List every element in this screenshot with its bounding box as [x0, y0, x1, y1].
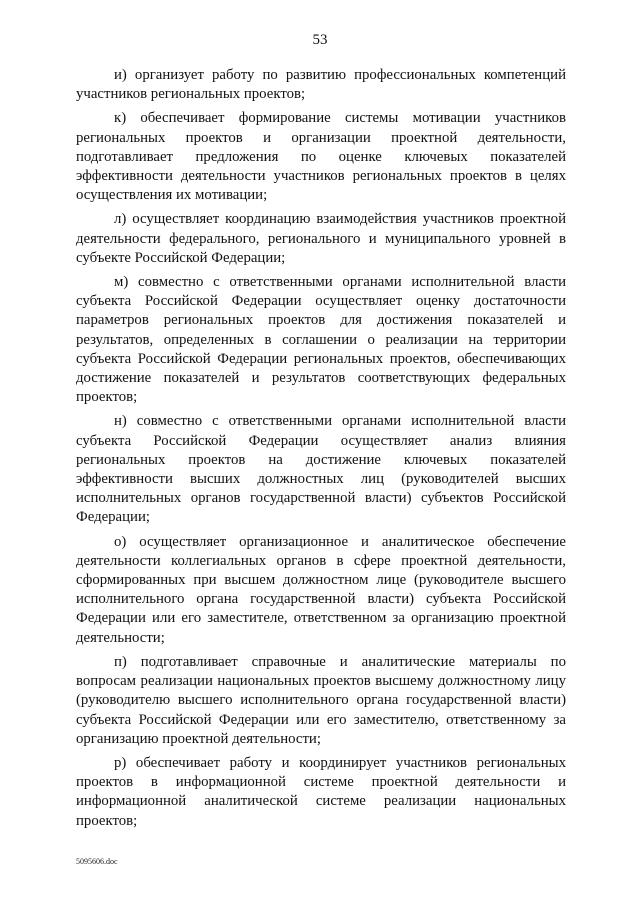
- paragraph-l: л) осуществляет координацию взаимодействия участников проектной деятельности федерального, регионального и муниципального уровней в субъекте Российской Федерации;: [76, 211, 566, 266]
- paragraph-i: и) организует работу по развитию профессиональных компетенций участников региональных проектов;: [76, 67, 566, 103]
- paragraph-r: р) обеспечивает работу и координирует участников региональных проектов в информационной системе проектной деятельности и информационной аналитической системе реализации национальных проектов;: [76, 754, 566, 829]
- file-name-footer: 5095606.doc: [76, 857, 118, 866]
- paragraph-m: м) совместно с ответственными органами исполнительной власти субъекта Российской Федерации осуществляет оценку достаточности параметров региональных проектов для достижения показателей и результатов, определенных в соглашении о реализации на территории субъекта Российской Федерации региональных проектов, обеспечивающих достижение показателей и результатов соответствующих федеральных проектов;: [76, 274, 566, 406]
- paragraph-k: к) обеспечивает формирование системы мотивации участников региональных проектов и организации проектной деятельности, подготавливает предложения по оценке ключевых показателей эффективности деятельности участников региональных проектов в целях осуществления их мотивации;: [76, 110, 566, 204]
- paragraph-n: н) совместно с ответственными органами исполнительной власти субъекта Российской Федерации осуществляет анализ влияния региональных проектов на достижение ключевых показателей эффективности высших должностных лиц (руководителей высших исполнительных органов государственной власти) субъектов Российской Федерации;: [76, 413, 566, 526]
- paragraph-o: о) осуществляет организационное и аналитическое обеспечение деятельности коллегиальных органов в сфере проектной деятельности, сформированных при высшем должностном лице (руководителе высшего исполнительного органа государственной власти) субъекта Российской Федерации или его заместителе, ответственном за организацию проектной деятельности;: [76, 533, 566, 646]
- document-body: [76, 66, 566, 836]
- page-number: 53: [312, 32, 328, 48]
- paragraph-p: п) подготавливает справочные и аналитические материалы по вопросам реализации национальных проектов высшему должностному лицу (руководителю высшего исполнительного органа государственной власти) субъекта Российской Федерации или его заместителю, ответственному за организацию проектной деятельности;: [76, 653, 566, 747]
